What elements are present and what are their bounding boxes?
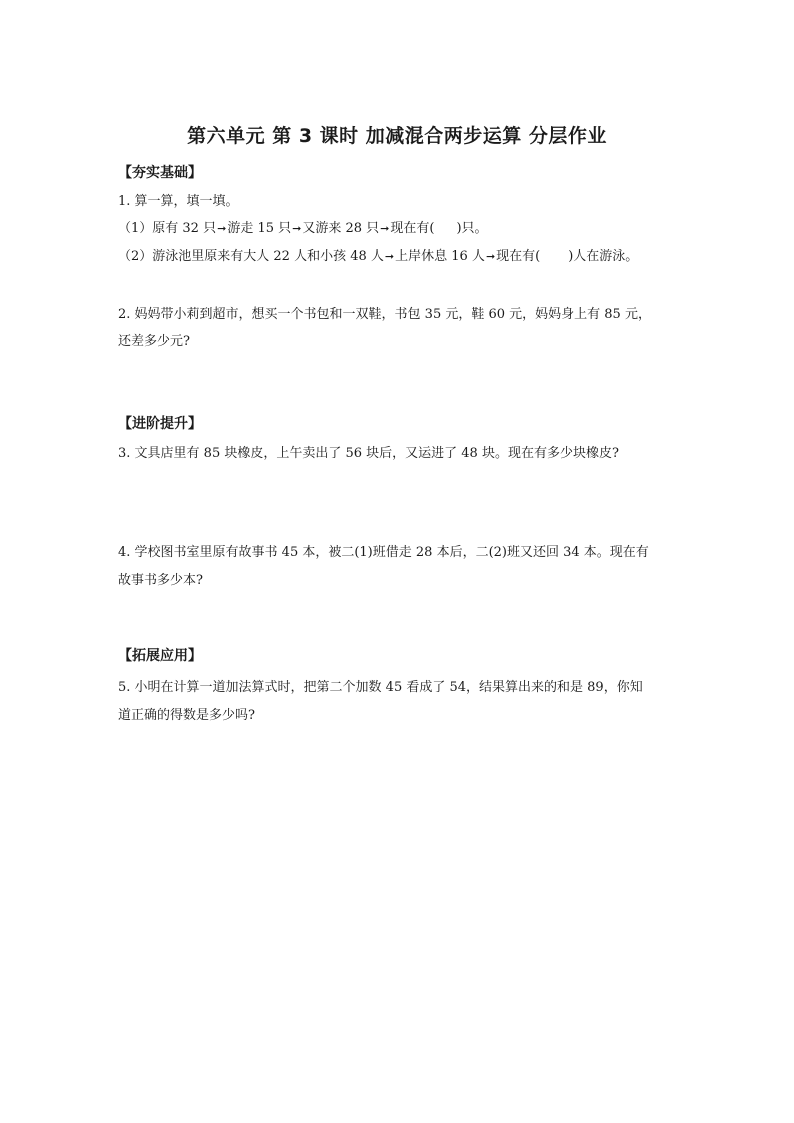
sub-2-part-2: 上岸休息 16 人 <box>395 249 485 264</box>
sub-1-part-3: 又游来 28 只 <box>302 221 380 236</box>
sub-1-part-1: 原有 32 只 <box>152 221 217 236</box>
question-3-line-1: 3. 文具店里有 85 块橡皮，上午卖出了 56 块后，又运进了 48 块。现在有多少块橡皮? <box>118 446 619 461</box>
section-header-advanced: 【进阶提升】 <box>118 416 202 432</box>
question-2-line-2: 还差多少元? <box>118 334 190 349</box>
section-header-application: 【拓展应用】 <box>118 648 202 664</box>
arrow-right-icon: ➞ <box>485 250 496 263</box>
arrow-right-icon: ➞ <box>384 250 395 263</box>
section-header-basic: 【夯实基础】 <box>118 165 202 181</box>
arrow-right-icon: ➞ <box>380 222 390 235</box>
sub-1-number: （1） <box>118 221 153 236</box>
sub-1-part-5: )只。 <box>456 221 488 236</box>
sub-2-number: （2） <box>118 249 153 264</box>
arrow-right-icon: ➞ <box>292 222 302 235</box>
sub-2-part-1: 游泳池里原来有大人 22 人和小孩 48 人 <box>152 249 384 264</box>
sub-1-part-2: 游走 15 只 <box>227 221 292 236</box>
question-1-sub-2 <box>118 245 638 264</box>
sub-1-part-4: 现在有( <box>390 221 435 236</box>
question-1-sub-1 <box>118 217 488 236</box>
sub-2-part-4: )人在游泳。 <box>568 249 639 264</box>
question-5-line-1: 5. 小明在计算一道加法算式时，把第二个加数 45 看成了 54，结果算出来的和是 89，你知 <box>118 680 643 695</box>
arrow-right-icon: ➞ <box>217 222 227 235</box>
question-5-line-2: 道正确的得数是多少吗? <box>118 708 255 723</box>
question-1-stem: 1. 算一算，填一填。 <box>118 194 239 209</box>
sub-2-part-3: 现在有( <box>496 249 541 264</box>
page-title: 第六单元 第 3 课时 加减混合两步运算 分层作业 <box>187 125 607 147</box>
question-2-line-1: 2. 妈妈带小莉到超市，想买一个书包和一双鞋，书包 35 元，鞋 60 元，妈妈身上有 85 元， <box>118 307 651 322</box>
question-4-line-2: 故事书多少本? <box>118 573 203 588</box>
question-4-line-1: 4. 学校图书室里原有故事书 45 本，被二(1)班借走 28 本后，二(2)班又还回 34 本。现在有 <box>118 545 649 560</box>
